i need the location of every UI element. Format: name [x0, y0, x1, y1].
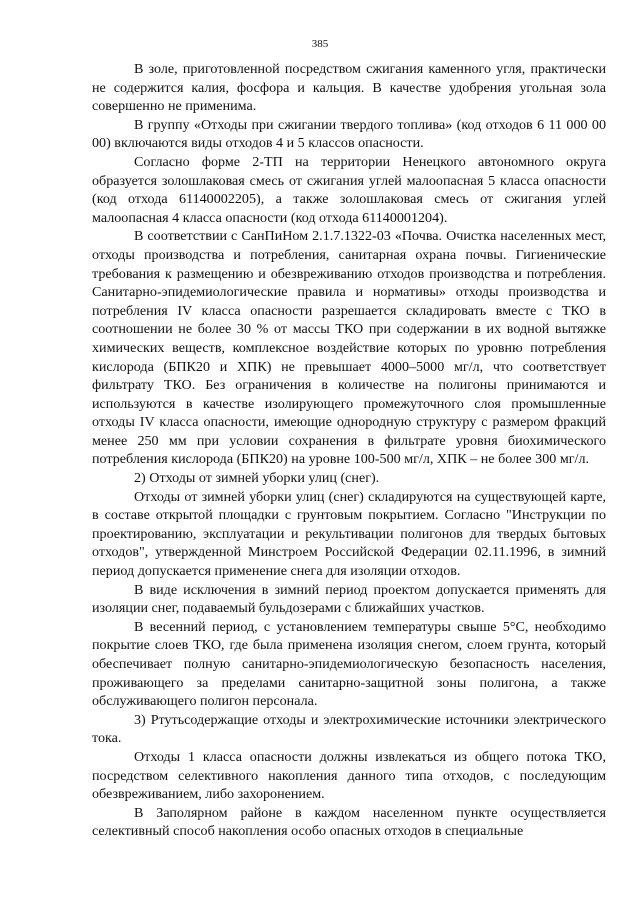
paragraph-sanpin: В соответствии с СанПиНом 2.1.7.1322-03 «Почва. Очистка населенных мест, отходы производства и потребления, санитарная охрана почвы. Гигиенические требования к размещению и обезвреживанию отходов производства и потребления. Санитарно-эпидемиологические правила и нормативы» отходы производства и потребления IV класса опасности разрешается складировать вместе с ТКО в соотношении не более 30 % от массы ТКО при содержании в их водной вытяжке химических веществ, комплексное воздействие которых по уровню потребления кислорода (БПК20 и ХПК) не превышает 4000–5000 мг/л, что соответствует фильтрату ТКО. Без ограничения в количестве на полигоны принимаются и используются в качестве изолирующего промежуточного слоя промышленные отходы IV класса опасности, имеющие однородную структуру с размером фракций менее 250 мм при условии сохранения в фильтрате уровня биохимического потребления кислорода (БПК20) на уровне 100-500 мг/л, ХПК – не более 300 мг/л. [92, 228, 606, 468]
paragraph-class1-waste: Отходы 1 класса опасности должны извлекаться из общего потока ТКО, посредством селективного накопления данного типа отходов, с последующим обезвреживанием, либо захоронением. [92, 748, 606, 803]
page-number: 385 [311, 38, 329, 50]
paragraph-zapolyarny: В Заполярном районе в каждом населенном пункте осуществляется селективный способ накопления особо опасных отходов в специальные [92, 804, 606, 840]
paragraph-spring-period: В весенний период, с установлением температуры свыше 5°С, необходимо покрытие слоев ТКО, где была применена изоляция снегом, слоем грунта, который обеспечивает полную санитарно-эпидемиологическую безопасность населения, проживающего за пределами санитарно-защитной зоны полигона, а также обслуживающего полигон персонала. [92, 618, 606, 710]
paragraph-snow-heading: 2) Отходы от зимней уборки улиц (снег). [134, 470, 380, 487]
paragraph-fuel-waste-group: В группу «Отходы при сжигании твердого топлива» (код отходов 6 11 000 00 00) включаются виды отходов 4 и 5 классов опасности. [92, 116, 606, 152]
paragraph-mercury-heading: 3) Ртутьсодержащие отходы и электрохимические источники электрического тока. [92, 711, 606, 747]
paragraph-form-2tp: Согласно форме 2-ТП на территории Ненецкого автономного округа образуется золошлаковая смесь от сжигания углей малоопасная 5 класса опасности (код отхода 61140002205), а также золошлаковая смесь от сжигания углей малоопасная 4 класса опасности (код отхода 61140001204). [92, 153, 606, 226]
paragraph-snow-storage: Отходы от зимней уборки улиц (снег) складируются на существующей карте, в составе открытой площадки с грунтовым покрытием. Согласно "Инструкции по проектированию, эксплуатации и рекультивации полигонов для твердых бытовых отходов", утвержденной Минстроем Российской Федерации 02.11.1996, в зимний период допускается применение снега для изоляции отходов. [92, 488, 606, 580]
paragraph-snow-exception: В виде исключения в зимний период проектом допускается применять для изоляции снег, подаваемый бульдозерами с ближайших участков. [92, 581, 606, 617]
paragraph-coal-ash: В золе, приготовленной посредством сжигания каменного угля, практически не содержится калия, фосфора и кальция. В качестве удобрения угольная зола совершенно не применима. [92, 61, 606, 115]
document-body [92, 60, 606, 841]
